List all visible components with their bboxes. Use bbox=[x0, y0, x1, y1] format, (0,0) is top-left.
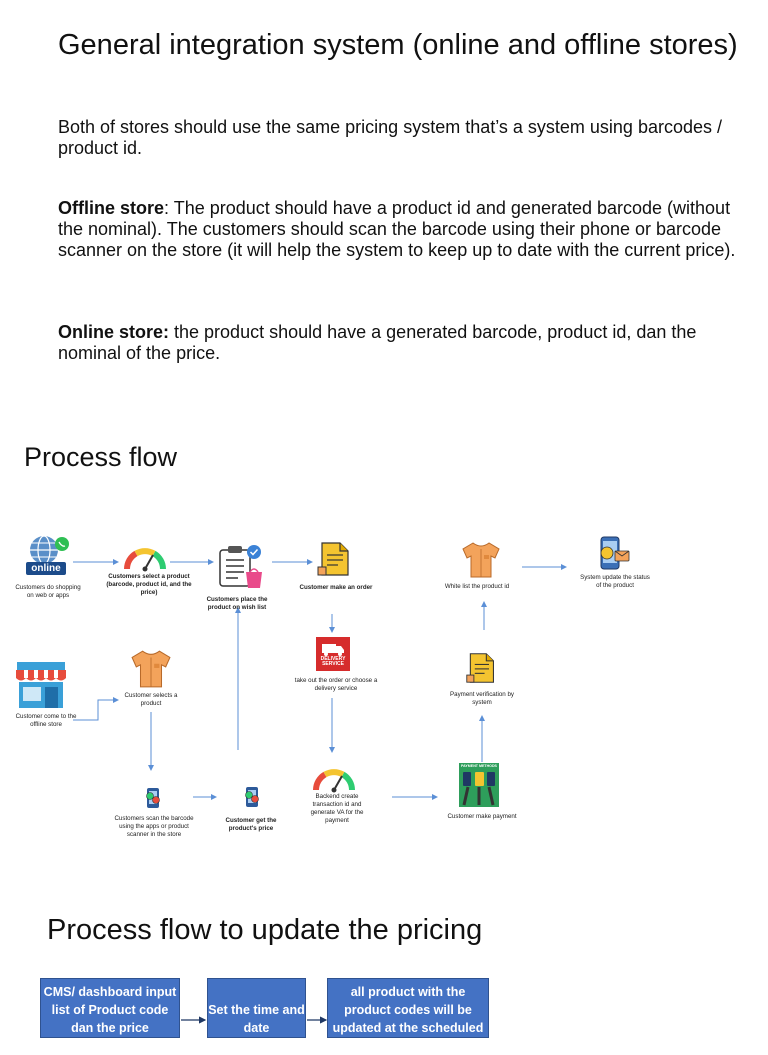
label-online-shopping: Customers do shopping on web or apps bbox=[15, 584, 81, 599]
wish-list-icon bbox=[216, 542, 266, 592]
pricing-box-all-updated: all product with the product codes will be updated at the scheduled time bbox=[327, 978, 489, 1038]
offline-store-label: Offline store bbox=[58, 198, 165, 218]
pricing-box-cms-input: CMS/ dashboard input list of Product code dan the price bbox=[40, 978, 180, 1038]
page-title: General integration system (online and offline stores) bbox=[58, 29, 738, 61]
online-logo-text: online bbox=[31, 563, 61, 574]
shirt-select-icon bbox=[130, 649, 172, 689]
label-make-payment: Customer make payment bbox=[447, 813, 517, 820]
label-payment-verification: Payment verification by system bbox=[450, 691, 514, 706]
label-select-product-offline: Customer selects a product bbox=[124, 692, 178, 707]
intro-paragraph: Both of stores should use the same pricing system that’s a system using barcodes / product id. bbox=[58, 117, 722, 158]
offline-store-icon bbox=[14, 660, 68, 710]
payment-methods-header: PAYMENT METHODS bbox=[461, 764, 497, 768]
label-white-list: White list the product id bbox=[444, 583, 510, 590]
online-store-text: the product should have a generated barcode, product id, dan the nominal of the price. bbox=[58, 322, 697, 363]
price-gauge-icon bbox=[124, 545, 166, 571]
label-place-wish-list: Customers place the product on wish list bbox=[206, 596, 268, 611]
label-backend-create: Backend create transaction id and generate VA for the payment bbox=[310, 793, 364, 824]
backend-gauge-icon bbox=[313, 766, 355, 792]
payment-verification-icon bbox=[465, 650, 497, 686]
offline-store-text: : The product should have a product id and generated barcode (without the nominal). The customers should scan the barcode using their phone or barcode scanner on the store (it will help the system to keep up to date with the current price). bbox=[58, 198, 736, 260]
order-document-icon bbox=[316, 541, 352, 577]
label-system-update: System update the status of the product bbox=[580, 574, 650, 589]
pricing-box-set-time: Set the time and date bbox=[207, 978, 306, 1038]
scan-barcode-phone-icon bbox=[143, 787, 163, 809]
label-select-product-online: Customers select a product (barcode, product id, and the price) bbox=[106, 573, 192, 596]
label-offline-store: Customer come to the offline store bbox=[15, 713, 77, 728]
label-get-price: Customer get the product's price bbox=[225, 817, 277, 832]
process-flow-title: Process flow bbox=[24, 442, 178, 472]
system-update-phone-icon bbox=[595, 535, 631, 571]
shirt-whitelist-icon bbox=[461, 541, 501, 579]
online-store-label: Online store: bbox=[58, 322, 170, 342]
get-price-phone-icon bbox=[242, 786, 262, 808]
label-delivery: take out the order or choose a delivery service bbox=[294, 677, 378, 692]
delivery-badge-text: DELIVERY SERVICE bbox=[320, 656, 346, 667]
payment-methods-icon bbox=[459, 763, 499, 807]
label-make-order: Customer make an order bbox=[299, 584, 373, 591]
pricing-flow-title: Process flow to update the pricing bbox=[47, 914, 483, 946]
label-scan-barcode: Customers scan the barcode using the apps or product scanner in the store bbox=[114, 815, 194, 838]
